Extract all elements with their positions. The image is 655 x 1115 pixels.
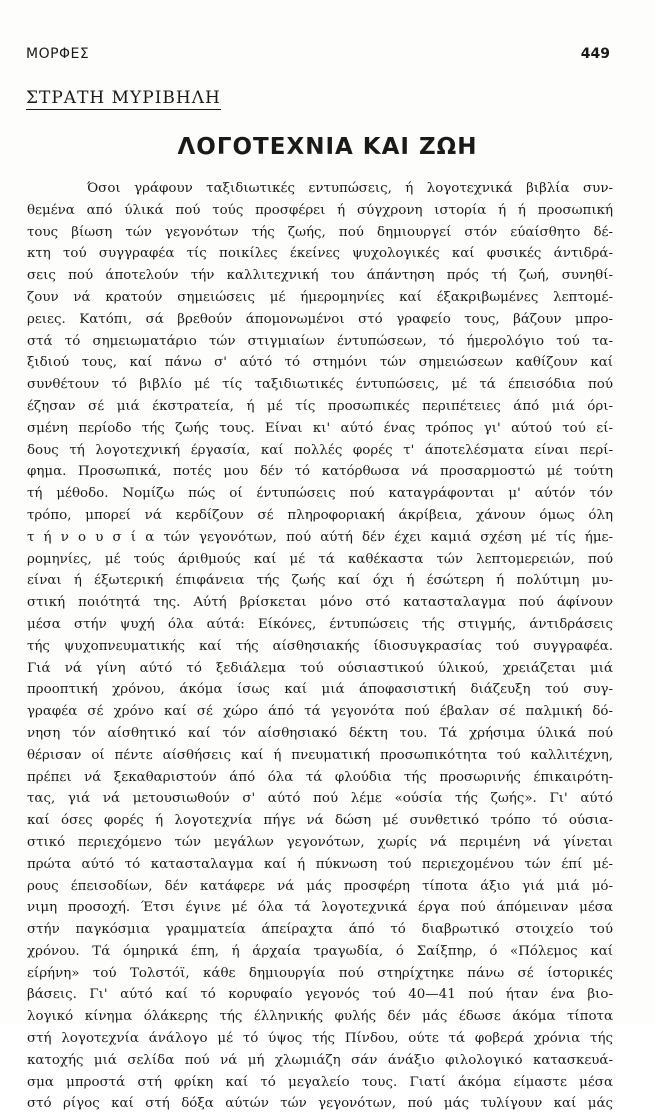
article-title: ΛΟΓΟΤΕΧΝΙΑ ΚΑΙ ΖΩΗ — [177, 134, 478, 160]
text-line: νηση τόν αίσθητικό καί τόν αίσθησιακό δέκτη του. Τά χρήσιμα ύλικά πού — [27, 725, 613, 741]
text-line: έζησαν σέ μιά έκστρατεία, ή μέ τίς προσωπικές περιπέτειες άπό μιά όρι- — [27, 398, 613, 414]
text-line: θεμένα από ύλικά πού τούς προσφέρει ή σύγχρονη ιστορία ή ή προσωπική — [27, 202, 613, 218]
text-line: τ ή ν ο υ σ ί α τών γεγονότων, πού αύτή δέν έχει καμιά σχέση μέ τίς ήμε- — [27, 529, 613, 545]
text-line: τή μέθοδο. Νομίζω πώς οί έντυπώσεις πού καταγράφονται μ' αύτόν τόν — [27, 486, 613, 502]
text-line: ζουν νά κρατούν σημειώσεις μέ ήμερομηνίες καί έξακριβωμένες λεπτομέ- — [27, 289, 613, 305]
text-line: τής ψυχοπνευματικής καί τής αίσθησιακής ίδιοσυγκρασίας τού συγγραφέα. — [27, 638, 613, 654]
text-line: σεις πού άποτελούν τήν καλλιτεχνική του άπάντηση πρός τή ζωή, συνηθί- — [27, 268, 613, 284]
text-line: ρους έπεισοδίων, δέν κατάφερε νά μάς προσφέρη τίποτα άξιο γιά μιά μό- — [27, 878, 613, 894]
text-line: προοπτική χρόνου, άκόμα ίσως καί μιά άποφασιστική διάζευξη τού συγ- — [27, 682, 613, 698]
text-line: Όσοι γράφουν ταξιδιωτικές εντυπώσεις, ή λογοτεχνικά βιβλία συν- — [87, 181, 613, 196]
text-line: κτη τού συγγραφέα τίς ποικίλες έκείνες ψυχολογικές καί φυσικές άντιδρά- — [27, 246, 613, 262]
text-line: τας, γιά νά μετουσιωθούν σ' αύτό πού λέμε «ούσία τής ζωής». Γι' αύτό — [27, 791, 613, 807]
text-line: ξιδιού τους, καί πάνω σ' αύτό τό στημόνι τών σημειώσεων καθίζουν καί — [27, 355, 613, 371]
page-number: 449 — [580, 46, 610, 62]
text-line: στή λογοτεχνία άνάλογο μέ τό ύψος τής Πίνδου, ούτε τά φοβερά χρόνια τής — [27, 1031, 613, 1047]
journal-name: ΜΟΡΦΕΣ — [26, 46, 90, 62]
text-line: γραφέα σέ χρόνο καί σέ χώρο άπό τά γεγονότα πού έβαλαν σέ παλμική δό- — [27, 704, 613, 720]
text-line: νιμη προσοχή. Έτσι έγινε μέ όλα τά λογοτεχνικά έργα πού άπόμειναν μέσα — [27, 900, 613, 916]
text-line: είρήνη» τού Τολστόϊ, κάθε δημιουργία πού στηρίχτηκε πάνω σέ ίστορικές — [27, 965, 613, 981]
text-line: τρόπο, μπορεί νά κερδίζουν σέ πληροφοριακή άκρίβεια, χάνουν όμως όλη — [27, 507, 613, 523]
text-line: στά τό σημειωματάριο τών στιγμιαίων έντυπώσεων, τό ήμερολόγιο τού τα- — [27, 333, 613, 349]
text-line: ρειες. Κατόπι, σά βρεθούν άπομονωμένοι στό γραφείο τους, βάζουν μπρο- — [27, 311, 613, 327]
text-line: λογικό κίνημα όλάκερης τής έλληνικής φυλής δέν μάς έδωσε άκόμα τίποτα — [27, 1009, 613, 1025]
text-line: στική ποιότητά της. Αύτή βρίσκεται μόνο στό κατασταλαγμα πού άφίνουν — [27, 595, 613, 611]
author-name: ΣΤΡΑΤΗ ΜΥΡΙΒΗΛΗ — [26, 88, 221, 108]
text-line: πρέπει νά ξεκαθαριστούν άπό όλα τά φλούδια τής προσωρινής έπικαιρότη- — [27, 769, 613, 785]
text-line: στήν παγκόσμια γραμματεία άπείραχτα άπό τό διαβρωτικό στοιχείο τού — [27, 922, 613, 938]
text-line: σμα μπροστά στή φρίκη καί τό μεγαλείο τους. Γιατί άκόμα είμαστε μέσα — [27, 1074, 613, 1090]
text-line: ρομηνίες, μέ τούς άριθμούς καί μέ τά καθέκαστα τών λεπτομερειών, πού — [27, 551, 613, 567]
text-line: δους τή λογοτεχνική έργασία, καί πολλές φορές τ' άποτελέσματα είναι περί- — [27, 442, 613, 458]
text-line: πρώτα αύτό τό κατασταλαγμα καί ή πύκνωση τού περιεχομένου τών έπί μέ- — [27, 856, 613, 872]
text-line: θέρισαν οί πέντε αίσθήσεις καί ή πνευματική προσωπικότητα τού καλλιτέχνη, — [27, 747, 613, 763]
text-line: στό ρίγος καί στή δόξα αύτών τών γεγονότων, πού μάς τυλίγουν καί μάς — [27, 1096, 613, 1112]
text-line: κατοχής μιά σελίδα πού νά μή χλωμιάζη σάν άνάξιο φιλολογικό κατασκευά- — [27, 1052, 613, 1068]
running-head — [26, 46, 610, 66]
text-line: φημα. Προσωπικά, ποτές μου δέν τό κατόρθωσα νά προσαρμοστώ μέ τούτη — [27, 464, 613, 480]
text-line: είναι ή έξωτερική έπιφάνεια τής ζωής καί όχι ή έσώτερη ή πολύτιμη μυ- — [27, 573, 613, 589]
text-line: Γιά νά γίνη αύτό τό ξεδιάλεμα τού ούσιαστικού ύλικού, χρειάζεται μιά — [27, 660, 613, 676]
text-line: τους βίωση τών γεγονότων τής ζωής, πού δημιουργεί στόν εύαίσθητο δέ- — [27, 224, 613, 240]
text-line: χρόνου. Τά όμηρικά έπη, ή άρχαία τραγωδία, ό Σαίξπηρ, ό «Πόλεμος καί — [27, 943, 613, 959]
text-line: καί όσες φορές ή λογοτεχνία πήγε νά δώση μέ συνθετικό τρόπο τό ούσια- — [27, 813, 613, 829]
article-body — [27, 178, 613, 1115]
text-line: στικό περιεχόμενο τών μεγάλων γεγονότων, χωρίς νά περιμένη νά γίνεται — [27, 834, 613, 850]
text-line: βάσεις. Γι' αύτό καί τό κορυφαίο γεγονός τού 40—41 πού ήταν ένα βιο- — [27, 987, 613, 1003]
text-line: μέσα στήν ψυχή όλα αύτά: Είκόνες, έντυπώσεις τής στιγμής, άντιδράσεις — [27, 616, 613, 632]
text-line: συνθέτουν τό βιβλίο μέ τίς ταξιδιωτικές έντυπώσεις, μέ τά έπεισόδια πού — [27, 377, 613, 393]
text-line: σμένη περίοδο τής ζωής τους. Είναι κι' αύτό ένας τρόπος γι' αύτού τού εί- — [27, 420, 613, 436]
